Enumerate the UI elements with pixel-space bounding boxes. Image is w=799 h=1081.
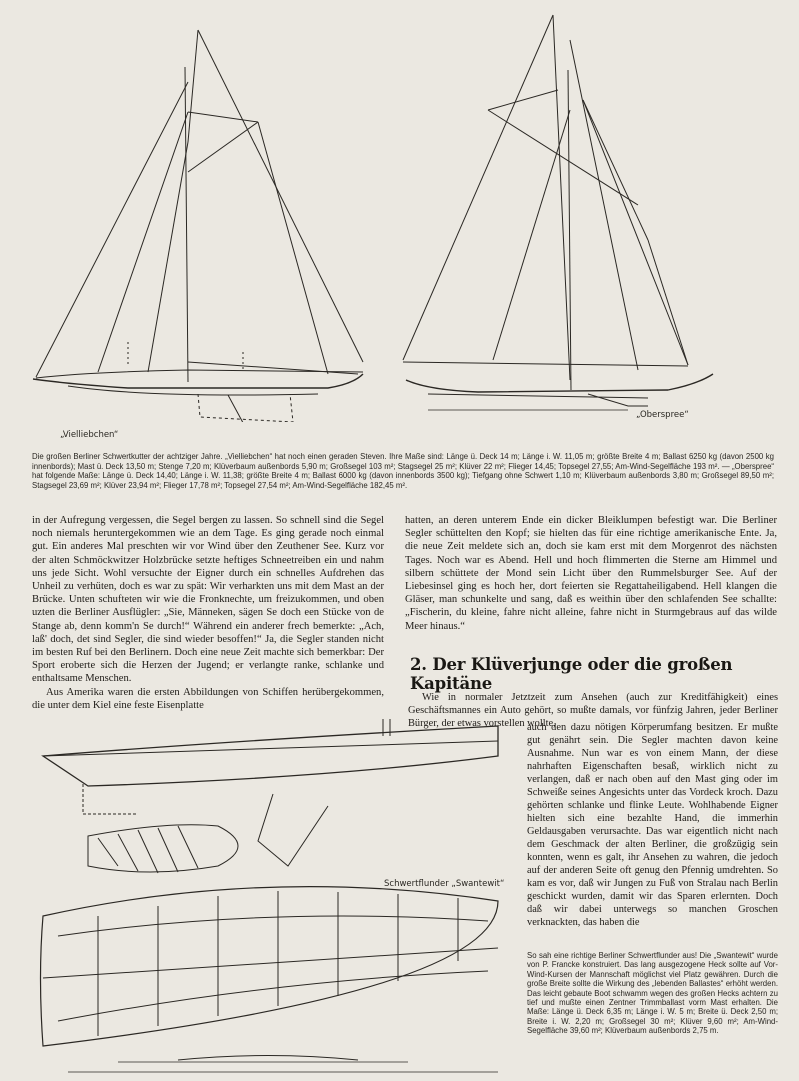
- text-column-narrow: [527, 721, 778, 929]
- side-caption: So sah eine richtige Berliner Schwertflunder aus! Die „Swantewit“ wurde von P. Francke konstruiert. Das lang ausgezogene Heck sollte auf Vor-Wind-Kursen der Mannschaft möglichst viel Platz gewähren. Durch die große Breite sollte die Wirkung des „lebenden Ballastes“ erhöht werden. Das leicht gebaute Boot schwamm wegen des großen Hecks achtern zu tief und mußte einen Zentner Trimmballast vorm Mast erhalten. Die Maße: Länge ü. Deck 6,35 m; Länge i. W. 5 m; Breite ü. Deck 2,50 m; Breite i. W. 2,20 m; Großsegel 30 m²; Klüver 9,60 m²; Am-Wind-Segelfläche 39,60 m²; Klüverbaum außenbords 2,75 m.: [527, 951, 778, 1036]
- figure-caption: Die großen Berliner Schwertkutter der achtziger Jahre. „Vielliebchen“ hat noch einen geraden Steven. Ihre Maße sind: Länge ü. Deck 14 m; Länge i. W. 11,05 m; größte Breite 4 m; Ballast 6250 kg (davon 2500 kg innenbords); Mast ü. Deck 13,50 m; Stenge 7,20 m; Klüverbaum außenbords 5,90 m; Großsegel 103 m²; Stagsegel 25 m²; Klüver 22 m²; Flieger 14,45; Topsegel 27,55; Am-Wind-Segelfläche 193 m². — „Oberspree“ hat folgende Maße: Länge ü. Deck 14,40; Länge i. W. 11,38; größte Breite 4 m; Ballast 6000 kg (davon innenbords 3500 kg); Tiefgang ohne Schwert 1,10 m; Klüverbaum außenbords 3,80 m; Großsegel 89,50 m²; Stagsegel 23,69 m²; Klüver 23,94 m²; Flieger 17,78 m²; Topsegel 27,54 m²; Am-Wind-Segelfläche 182,45 m².: [32, 452, 774, 490]
- section-heading: 2. Der Klüverjunge oder die großen Kapitäne: [410, 655, 733, 693]
- sailplan-oberspree: [398, 10, 738, 415]
- hull-drawing-swantewit: [28, 716, 520, 1078]
- label-vielliebchen: „Vielliebchen“: [60, 430, 119, 440]
- paragraph: hatten, an deren unterem Ende ein dicker Bleiklumpen befestigt war. Die Berliner Segler schüttelten den Kopf; sie hielten das für eine richtige amerikanische Ente. Ja, die neue Zeit meldete sich an, doch sie kam erst mit dem Morgenrot des nächsten Tages. Noch war es Abend. Hell und hoch flimmerten die Sterne am Himmel und silbern schüttete der Mond sein Licht über den Rummelsburger See. Auf der Liebesinsel ging es hoch her, dort feierten sie Regattaheiligabend. Hell klangen die Gläser, man schunkelte und sang, daß es weithin über den schlafenden See schallte: „Fischerin, du kleine, fahre nicht alleine, fahre nicht in Sturmgebraus auf das wilde Meer hinaus.“: [405, 515, 777, 632]
- text-column-right: [405, 514, 777, 633]
- sailplan-vielliebchen: [28, 22, 373, 422]
- label-swantewit: Schwertflunder „Swantewit“: [384, 879, 505, 889]
- paragraph: Aus Amerika waren die ersten Abbildungen von Schiffen herübergekommen, die unter dem Kiel eine feste Eisenplatte: [32, 686, 384, 711]
- paragraph: Wie in normaler Jetztzeit zum Ansehen (auch zur Kreditfähigkeit) eines Geschäftsmannes ein Auto gehört, so mußte damals, vor fünfzig Jahren, jeder Berliner Bürger, der etwas vorstellen wollte,: [408, 692, 778, 729]
- paragraph: in der Aufregung vergessen, die Segel bergen zu lassen. So schnell sind die Segel noch niemals heruntergekommen wie an dem Tage. Es ging gerade noch einmal gut. Ein anderes Mal preschten wir vor Wind über den Zeuthener See. Kurz vor der alten Schmöckwitzer Holzbrücke setzte heftiges Schneetreiben ein und nahm uns jede Sicht. Wohl versuchte der Eigner durch ein schnelles Aufdrehen das Unheil zu verhüten, doch es war zu spät: Wir verharkten uns mit dem Mast an der Brücke. Unten schufteten wir wie die Fronknechte, um freizukommen, und oben uzten die Berliner Ausflügler: „Sie, Männeken, sägen Se doch een Stücke von de Stange ab, denn komm'n Se durch!“ Während ein anderer frech bemerkte: „Ach, laß' doch, det sind Segler, die sind wieder besoffen!“ Ja, die Segler standen nicht im besten Ruf bei den Berlinern. Doch eine neue Zeit machte sich bemerkbar: Der Sport eroberte sich die Herzen der Jugend; er verlangte ranke, schlanke und enthaltsame Menschen.: [32, 515, 384, 685]
- label-oberspree: „Oberspree“: [636, 410, 689, 420]
- text-column-left: [32, 514, 384, 712]
- paragraph: auch den dazu nötigen Körperumfang besitzen. Er mußte gut genährt sein. Die Segler machten davon keine Ausnahme. Nun war es von einem Mann, der diese nahrhaften Eigenschaften besaß, wirklich nicht zu verlangen, daß er nach oben auf den Mast ging oder im Schweiße seines Angesichts unter das Vordeck kroch. Dazu gehörten schlanke und flinke Leute. Wohlhabende Eigner hielten sich eine bezahlte Hand, die immerhin Geldausgaben verursachte. Das war eigentlich nicht nach dem Geschmack der alten Berliner, die großzügig sein konnten, wenn es galt, ihr Ansehen zu wahren, die jedoch auf der anderen Seite oft genug den Pfennig umdrehten. So kam es vor, daß wir Jungen zu Fuß von Stralau nach Berlin geschickt wurden, damit wir das Sparen erlernten. Doch daß wir dabei unterwegs so manchen Groschen verknackten, das haben die: [527, 722, 778, 928]
